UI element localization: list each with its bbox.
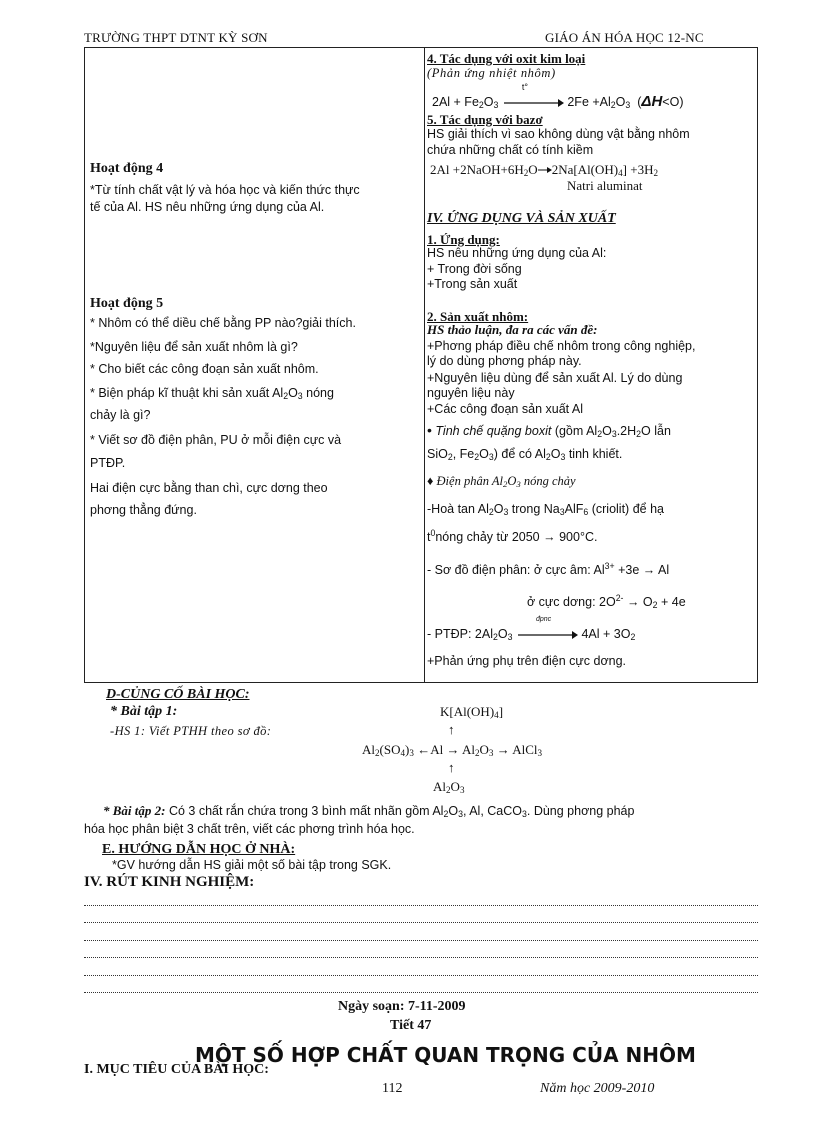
header-subject: GIÁO ÁN HÓA HỌC 12-NC	[545, 30, 704, 45]
thermite-equation: $2Al + Fe_2O_3$ t° $2Fe +Al_2O_3$ (ΔH<O)	[432, 82, 684, 110]
bauxite-refining-cont: SiO$_2$, $Fe_2O_3$) để có $Al_2O_3$ tinh khiết.	[427, 447, 623, 462]
scheme-up-arrow: ↑	[448, 722, 455, 737]
dotted-line-4	[84, 957, 758, 958]
activity-5-q2: *Nguyên liệu để sản xuất nhôm là gì?	[90, 340, 298, 354]
scheme-top-compound: $K[Al(OH)_4]$	[440, 704, 504, 720]
activity-5-q5: * Viết sơ đồ điện phân, PU ở mỗi điện cực và	[90, 433, 342, 447]
activity-5-q6-cont: phơng thẳng đứng.	[90, 503, 197, 517]
production-point-3: +Các công đoạn sản xuất Al	[427, 402, 584, 416]
production-point-1-cont: lý do dùng phơng pháp này.	[427, 354, 582, 368]
electrolysis-equation: - PTĐP: $2Al_2O_3$ đpnc $4Al + 3O_2$	[427, 616, 636, 642]
dotted-line-1	[84, 905, 758, 906]
activity-4-title: Hoạt động 4	[90, 161, 164, 176]
scheme-chain: $Al_2(SO_4)_3$ ←Al → $Al_2O_3$ → AlCl$_3$	[362, 742, 543, 758]
reaction-arrow	[538, 166, 552, 174]
lesson-period: Tiết 47	[390, 1018, 432, 1033]
side-reaction: +Phản ứng phụ trên điện cực dơng.	[427, 654, 627, 668]
activity-5-q1: * Nhôm có thể diều chế bằng PP nào?giải thích.	[90, 316, 356, 330]
dotted-line-5	[84, 975, 758, 976]
activity-5-q6: Hai điện cực bằng than chì, cực dơng theo	[90, 481, 328, 495]
reaction-arrow	[516, 630, 578, 640]
production-title: 2. Sản xuất nhôm:	[427, 309, 529, 324]
activity-5-q3: * Cho biết các công đoạn sản xuất nhôm.	[90, 362, 319, 376]
section-5-title: 5. Tác dụng với bazơ	[427, 112, 543, 127]
reaction-arrow	[502, 98, 564, 108]
section-iv-title: IV. ỨNG DỤNG VÀ SẢN XUẤT	[427, 211, 616, 226]
section-4-title: 4. Tác dụng với oxit kim loại	[427, 51, 586, 66]
exercise-1-instruction: -HS 1: Viết PTHH theo sơ đồ:	[110, 724, 272, 738]
scheme-bottom-compound: $Al_2O_3$	[433, 779, 465, 795]
activity-4-text-2: tế của Al. HS nêu những ứng dụng của Al.	[90, 200, 325, 214]
activity-5-q5-cont: PTĐP.	[90, 456, 126, 470]
scheme-up-arrow-2: ↑	[448, 760, 455, 775]
dotted-line-6	[84, 992, 758, 993]
school-year: Năm học 2009-2010	[540, 1081, 655, 1096]
objective-heading: I. MỤC TIÊU CỦA BÀI HỌC:	[84, 1062, 269, 1077]
activity-5-title: Hoạt động 5	[90, 296, 164, 311]
sodium-aluminate-label: Natri aluminat	[567, 178, 643, 193]
page-number: 112	[382, 1081, 403, 1096]
naoh-equation: $2Al +2NaOH+6H_2O$ $2Na[Al(OH)_4] +3H_2$	[430, 162, 659, 178]
lesson-date: Ngày soạn: 7-11-2009	[338, 999, 466, 1014]
electrolysis-text-2: $t^0nóng$ chảy từ 2050 → 900°C.	[427, 528, 598, 544]
exercise-1-label: * Bài tập 1:	[110, 704, 178, 719]
section-d-title: D-CỦNG CỐ BÀI HỌC:	[106, 687, 250, 702]
electrolysis-text-1: -Hoà $\tan Al_2O_3$ trong $Na_3AlF_6$ (criolit) để hạ	[427, 502, 664, 517]
section-5-text-1: HS giải thích vì sao không dùng vật bằng nhôm	[427, 127, 690, 141]
activity-5-q4-cont: chảy là gì?	[90, 408, 151, 422]
applications-item-2: +Trong sản xuất	[427, 277, 518, 291]
dotted-line-2	[84, 922, 758, 923]
electrolysis-label: đpnc	[535, 616, 552, 623]
header-school: TRƯỜNG THPT DTNT KỲ SƠN	[84, 30, 268, 45]
section-iv-review-title: IV. RÚT KINH NGHIỆM:	[84, 874, 255, 890]
applications-text: HS nêu những ứng dụng của Al:	[427, 246, 607, 260]
exercise-2: * Bài tập 2: Có 3 chất rắn chứa trong 3 bình mất nhãn gồm $Al_2O_3$, Al, CaCO$_3$. Dùng phơng pháp	[103, 803, 635, 819]
dotted-line-3	[84, 940, 758, 941]
section-4-subtitle: (Phản ứng nhiệt nhôm)	[427, 66, 556, 80]
anode-scheme: ở cực dơng: $2O^{2-} \to O_2 + 4e$	[527, 593, 686, 610]
production-point-2-cont: nguyên liệu này	[427, 386, 515, 400]
section-5-text-2: chứa những chất có tính kiềm	[427, 143, 594, 157]
exercise-2-cont: hóa học phân biệt 3 chất trên, viết các phơng trình hóa học.	[84, 822, 415, 836]
applications-item-1: + Trong đời sống	[427, 262, 522, 276]
bauxite-refining: • Tinh chế quặng boxit (gồm $Al_2O_3.2H_2O$ lẫn	[427, 422, 671, 439]
applications-title: 1. Ứng dụng:	[427, 232, 500, 247]
production-point-1: +Phơng pháp điều chế nhôm trong công nghiệp,	[427, 339, 696, 353]
production-discussion: HS thảo luận, đa ra các vấn đề:	[427, 322, 598, 337]
activity-5-q4: * Biện pháp kĩ thuật khi sản xuất $Al_2O_3$ nóng	[90, 386, 334, 401]
table-column-divider	[424, 47, 425, 683]
section-e-title: E. HƯỚNG DẪN HỌC Ở NHÀ:	[102, 842, 296, 857]
lesson-title: MỘT SỐ HỢP CHẤT QUAN TRỌNG CỦA NHÔM	[195, 1043, 696, 1067]
cathode-scheme: - Sơ đồ điện phân: ở cực âm: $Al^{3+} +3e \to Al$	[427, 561, 670, 577]
temp-label: t°	[521, 82, 528, 92]
production-point-2: +Nguyên liệu dùng để sản xuất Al. Lý do dùng	[427, 371, 683, 385]
activity-4-text-1: *Từ tính chất vật lý và hóa học và kiến thức thực	[90, 183, 360, 197]
electrolysis-title: ♦ Điện phân $Al_2O_3$ nóng chảy	[427, 474, 576, 489]
section-e-text: *GV hướng dẫn HS giải một số bài tập trong SGK.	[112, 858, 392, 872]
